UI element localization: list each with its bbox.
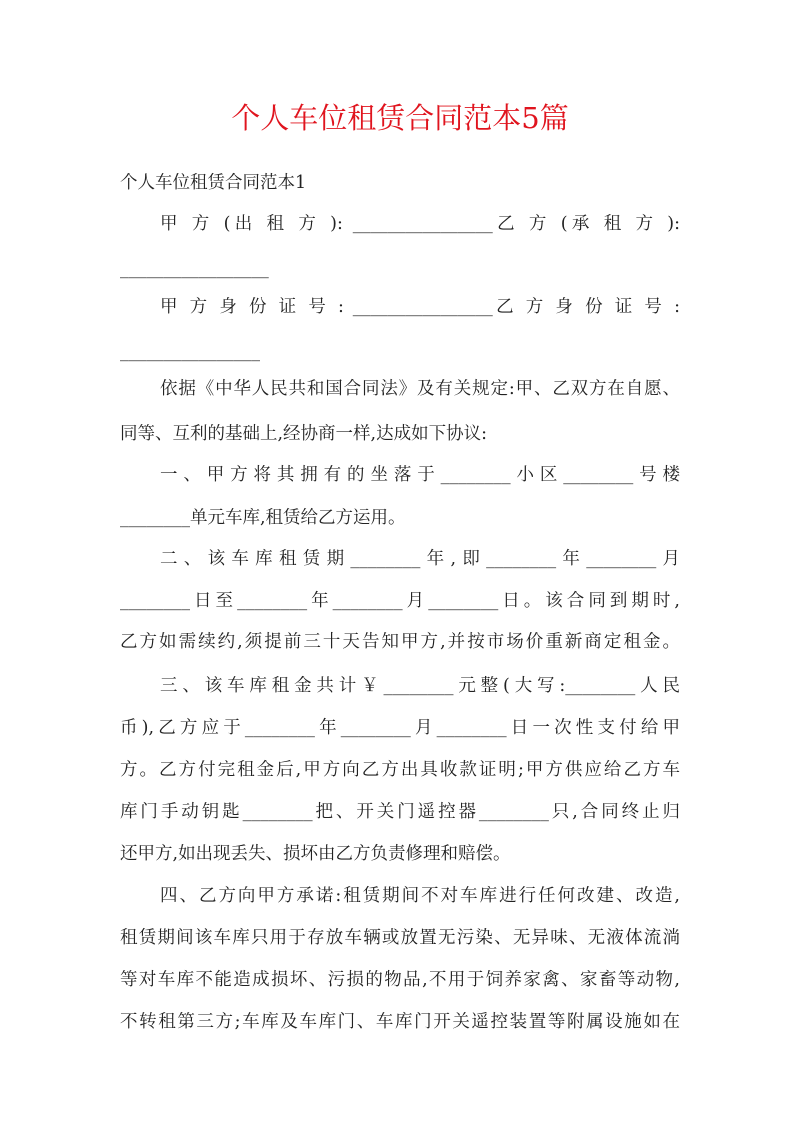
clause-2-line: ________日至________年________月________日。该合同到期时, <box>120 591 680 611</box>
clause-3-line: 三、该车库租金共计￥________元整(大写:________人民 <box>160 676 680 696</box>
clause-3-line: 库门手动钥匙________把、开关门遥控器________只,合同终止归 <box>120 802 680 822</box>
clause-4-line: 租赁期间该车库只用于存放车辆或放置无污染、无异味、无液体流淌 <box>120 928 680 948</box>
clause-3-line: 方。乙方付完租金后,甲方向乙方出具收款证明;甲方供应给乙方车 <box>120 760 680 780</box>
clause-4-line: 等对车库不能造成损坏、污损的物品,不用于饲养家禽、家畜等动物, <box>120 970 680 990</box>
id-line: 甲 方 身 份 证 号 : ________________乙 方 身 份 证 号 : <box>160 297 680 317</box>
clause-3-line: 还甲方,如出现丢失、损坏由乙方负责修理和赔偿。 <box>120 844 511 864</box>
paragraph-line: 依据《中华人民共和国合同法》及有关规定:甲、乙双方在自愿、 <box>160 379 680 399</box>
section-heading: 个人车位租赁合同范本1 <box>120 173 307 193</box>
clause-1-line: 一、甲方将其拥有的坐落于________小区________号楼 <box>160 465 680 485</box>
clause-4-line: 不转租第三方;车库及车库门、车库门开关遥控装置等附属设施如在 <box>120 1012 680 1032</box>
party-line: 甲 方 (出 租 方 ): ________________乙 方 (承 租 方 ): <box>160 214 680 234</box>
paragraph-line: 同等、互利的基础上,经协商一样,达成如下协议: <box>120 424 488 444</box>
blank-line: _________________ <box>120 259 269 279</box>
clause-3-line: 币),乙方应于________年________月________日一次性支付给甲 <box>120 718 680 738</box>
blank-line: ________________ <box>120 342 260 362</box>
clause-2-line: 乙方如需续约,须提前三十天告知甲方,并按市场价重新商定租金。 <box>120 632 680 652</box>
clause-2-line: 二、该车库租赁期________年,即________年________月 <box>160 549 680 569</box>
document-title: 个人车位租赁合同范本5篇 <box>231 101 569 135</box>
clause-1-line: ________单元车库,租赁给乙方运用。 <box>120 508 406 528</box>
clause-4-line: 四、乙方向甲方承诺:租赁期间不对车库进行任何改建、改造, <box>160 886 680 906</box>
